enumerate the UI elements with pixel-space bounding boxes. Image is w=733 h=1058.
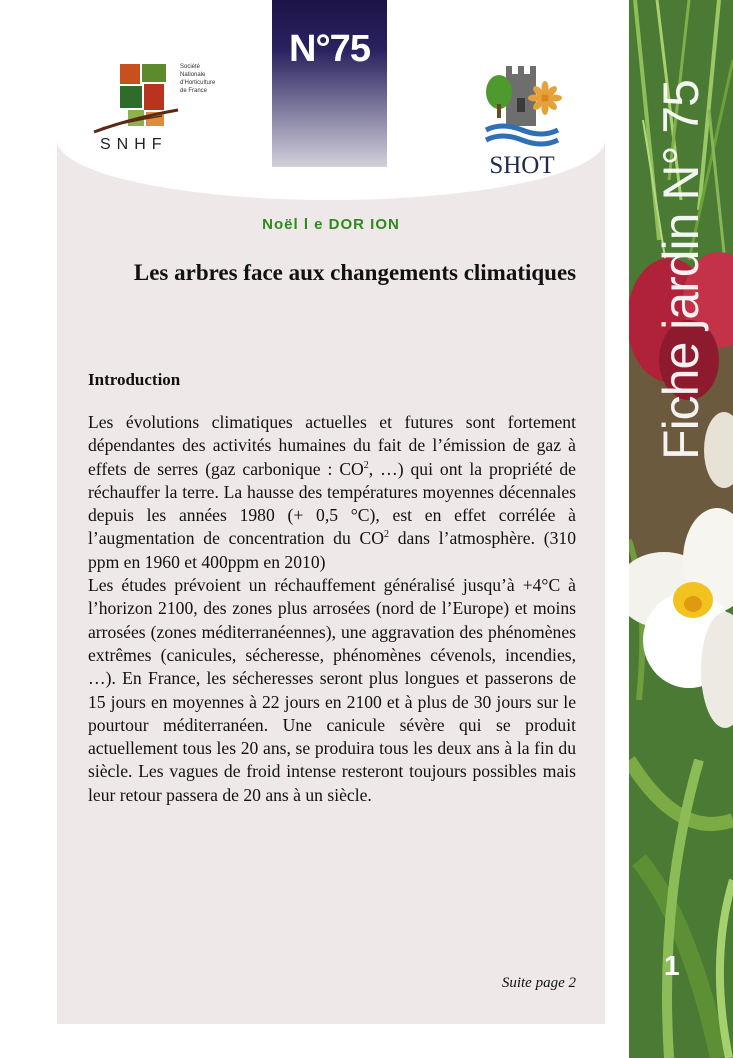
snhf-logo	[92, 60, 216, 165]
author: Noël l e DOR ION	[262, 216, 400, 233]
snhf-line: Société	[180, 64, 201, 70]
snhf-line: de France	[180, 88, 208, 94]
paragraph-text: Les évolutions climatiques actuelles et futures sont fortement dépendantes des activités humaines du fait de l’émission de gaz à effets de serres (gaz carbonique : CO	[88, 412, 576, 479]
issue-badge	[272, 0, 387, 167]
article-body	[88, 411, 576, 807]
snhf-line: d'Horticulture	[180, 80, 216, 86]
section-heading: Introduction	[88, 370, 181, 389]
issue-number: N°75	[289, 28, 370, 70]
shot-name: SHOT	[489, 152, 555, 179]
snhf-line: Nationale	[180, 72, 206, 78]
snhf-acronym: SNHF	[100, 136, 168, 153]
side-title: Fiche jardin N° 75	[653, 80, 709, 460]
paragraph-text: Les études prévoient un réchauffement généralisé jusqu’à +4°C à l’horizon 2100, des zones plus arrosées (nord de l’Europe) et moins arrosées (zones méditerranéennes), une aggravation des phénomènes extrêmes (canicules, sécheresse, phénomènes cévenols, incendies, …). En France, les sécheresses seront plus longues et passerons de 15 jours en moyennes à 22 jours en 2100 et à plus de 30 jours sur le pourtour méditerranéen. Une canicule sévère qui se produit actuellement tous les 20 ans, se produira tous les deux ans à la fin du siècle. Les vagues de froid intense resteront toujours possibles mais leur retour passera de 20 ans à un siècle.	[88, 575, 576, 805]
continued-note: Suite page 2	[501, 975, 576, 991]
superscript: 2	[383, 529, 389, 541]
snhf-name	[180, 63, 215, 95]
paragraph	[88, 411, 576, 574]
superscript: 2	[363, 459, 369, 471]
paragraph-text: dans l’atmosphère. (310 ppm en 1960 et 400ppm en 2010)	[88, 528, 576, 572]
article-title: Les arbres face aux changements climatiques	[133, 260, 577, 285]
paragraph	[88, 574, 576, 807]
shot-logo	[482, 64, 562, 184]
page-number: 1	[664, 950, 680, 981]
castle-tree-flower-icon	[482, 64, 562, 154]
paragraph-text: , …) qui ont la propriété de réchauffer la terre. La hausse des températures moyennes décennales depuis les années 1980 (+ 0,5 °C), est en effet corrélée à l’augmentation de concentration du CO	[88, 458, 576, 549]
